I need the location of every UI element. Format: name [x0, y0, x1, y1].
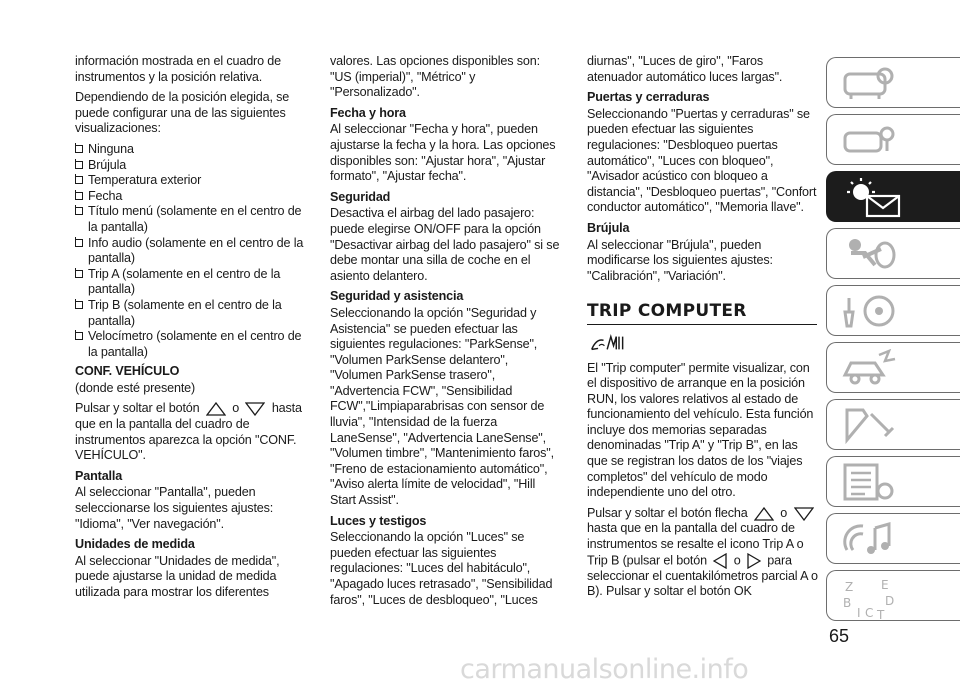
column-3: [587, 54, 819, 605]
page-number: 65: [829, 626, 850, 646]
list-item: Brújula: [75, 158, 307, 174]
list-item: Título menú (solamente en el centro de la pantalla): [75, 204, 307, 235]
tab-emergency[interactable]: [826, 342, 960, 393]
index-letter: I: [857, 606, 861, 620]
heading-unidades: Unidades de medida: [75, 537, 195, 552]
car-key-icon: [841, 121, 897, 159]
paragraph: Seleccionando "Puertas y cerraduras" se pueden efectuar las siguientes regulaciones: "Desbloqueo puertas automático", "Luces con bloqueo", "Avisador acústico con bloqueo a distancia", "Desbloqueo puertas", "Confort conductor automático", "Memoria llave".: [587, 106, 817, 215]
watermark: carmanualsonline.info: [460, 654, 749, 685]
paragraph: Pulsar y soltar el botón o hasta que en la pantalla del cuadro de instrumentos aparezca la opción "CONF. VEHÍCULO".: [75, 401, 302, 463]
checkbox-icon: [75, 207, 83, 215]
list-item: Velocímetro (solamente en el centro de la pantalla): [75, 329, 307, 360]
heading-puertas: Puertas y cerraduras: [587, 90, 710, 105]
heading-pantalla: Pantalla: [75, 468, 123, 483]
media-navigation-icon: [841, 520, 897, 558]
heading-fecha-hora: Fecha y hora: [330, 105, 406, 120]
paragraph: Desactiva el airbag del lado pasajero: puede elegirse ON/OFF para la opción "Desactivar airbag del lado pasajero" si se debe montar una silla de coche en el asiento delantero.: [330, 206, 560, 283]
tab-index[interactable]: [826, 570, 960, 621]
heading-seguridad-asistencia: Seguridad y asistencia: [330, 289, 464, 304]
checkbox-icon: [75, 176, 83, 184]
tab-safety[interactable]: [826, 228, 960, 279]
paragraph: El "Trip computer" permite visualizar, con el dispositivo de arranque en la posición RUN, los valores relativos al estado de funcionamiento del vehículo. Esta función incluye dos memorias separadas denominadas "Trip A" y "Trip B", en las que se registran los datos de los "viajes completos" del vehículo de modo independiente uno del otro.: [587, 360, 814, 500]
paragraph: Seleccionando la opción "Luces" se pueden efectuar las siguientes regulaciones: "Luces del habitáculo", "Apagado luces retrasado", "Sensibilidad faros", "Luces de desbloqueo", "Luces: [330, 530, 553, 607]
tab-driving[interactable]: [826, 285, 960, 336]
index-letter: D: [885, 594, 895, 608]
car-crash-icon: [841, 349, 897, 387]
checklist-icon: [841, 463, 897, 501]
list-item: Trip A (solamente en el centro de la pantalla): [75, 267, 307, 298]
arrow-up-icon: [754, 507, 774, 521]
column-2: [330, 54, 562, 613]
checkbox-icon: [75, 332, 83, 340]
paragraph: Dependiendo de la posición elegida, se puede configurar una de las siguientes visualizaciones:: [75, 90, 290, 136]
tab-maintenance[interactable]: [826, 399, 960, 450]
arrow-down-icon: [794, 507, 814, 521]
service-wrench-icon: [841, 406, 897, 444]
heading-seguridad: Seguridad: [330, 189, 391, 204]
paragraph: Al seleccionar "Fecha y hora", pueden ajustarse la fecha y la hora. Las opciones disponibles son: "Ajustar hora", "Ajustar formato", "Ajustar fecha".: [330, 122, 556, 184]
index-letters-icon: [841, 577, 901, 621]
heading-brujula: Brújula: [587, 220, 630, 235]
tab-warning-lights[interactable]: [826, 171, 960, 222]
index-letter: B: [843, 596, 852, 610]
arrow-left-icon: [713, 553, 727, 569]
paragraph: Pulsar y soltar el botón flecha o hasta que en la pantalla del cuadro de instrumentos se resalte el icono Trip A o Trip B (pulsar el botón o para seleccionar el cuentakilómetros parcial A o B). Pulsar y soltar el botón OK: [587, 505, 818, 599]
list-item: Temperatura exterior: [75, 173, 307, 189]
tab-key[interactable]: [826, 114, 960, 165]
index-letter: Z: [845, 580, 854, 594]
section-title: TRIP COMPUTER: [587, 304, 817, 325]
display-options-list: [75, 142, 307, 360]
list-item: Fecha: [75, 189, 307, 205]
tab-technical-data[interactable]: [826, 456, 960, 507]
paragraph: valores. Las opciones disponibles son: "US (imperial)", "Métrico" y "Personalizado".: [330, 54, 540, 100]
column-1: [75, 54, 307, 606]
paragraph: Al seleccionar "Brújula", pueden modificarse los siguientes ajustes: "Calibración", "Variación".: [587, 237, 773, 283]
list-item: Trip B (solamente en el centro de la pantalla): [75, 298, 307, 329]
arrow-down-icon: [245, 402, 265, 416]
index-letter: C: [865, 606, 874, 620]
checkbox-icon: [75, 239, 83, 247]
car-dashboard-icon: [841, 64, 897, 102]
tab-multimedia[interactable]: [826, 513, 960, 564]
warning-light-icon: [841, 178, 905, 220]
checkbox-icon: [75, 145, 83, 153]
heading-conf-vehiculo: CONF. VEHÍCULO: [75, 364, 180, 379]
index-letter: E: [881, 578, 889, 592]
trip-computer-icon: [587, 333, 631, 353]
paragraph: información mostrada en el cuadro de instrumentos y la posición relativa.: [75, 54, 282, 84]
paragraph: diurnas", "Luces de giro", "Faros atenuador automático luces largas".: [587, 54, 783, 84]
arrow-right-icon: [747, 553, 761, 569]
tab-dashboard[interactable]: [826, 57, 960, 108]
checkbox-icon: [75, 301, 83, 309]
paragraph: Seleccionando la opción "Seguridad y Asistencia" se pueden efectuar las siguientes regulaciones: "ParkSense", "Volumen ParkSense delantero", "Volumen ParkSense trasero", "Advertencia FCW", "Sensibilidad FCW","Limpiaparabrisas con sensor de lluvia", "Intensidad de la fuerza LaneSense", "Advertencia LaneSense", "Volumen timbre", "Mantenimiento faros", "Freno de estacionamiento automático", "Aviso alerta límite de velocidad", "Hill Start Assist".: [330, 305, 554, 508]
airbag-person-icon: [841, 235, 897, 273]
arrow-up-icon: [206, 402, 226, 416]
checkbox-icon: [75, 192, 83, 200]
checkbox-icon: [75, 161, 83, 169]
steering-tools-icon: [841, 292, 897, 330]
list-item: Ninguna: [75, 142, 307, 158]
index-letter: T: [877, 608, 885, 621]
heading-luces: Luces y testigos: [330, 513, 427, 528]
paragraph: (donde esté presente): [75, 380, 196, 395]
paragraph: Al seleccionar "Pantalla", pueden seleccionarse los siguientes ajustes: "Idioma", "Ver navegación".: [75, 485, 274, 531]
list-item: Info audio (solamente en el centro de la pantalla): [75, 236, 307, 267]
checkbox-icon: [75, 270, 83, 278]
paragraph: Al seleccionar "Unidades de medida", puede ajustarse la unidad de medida utilizada para mostrar los diferentes: [75, 553, 280, 599]
